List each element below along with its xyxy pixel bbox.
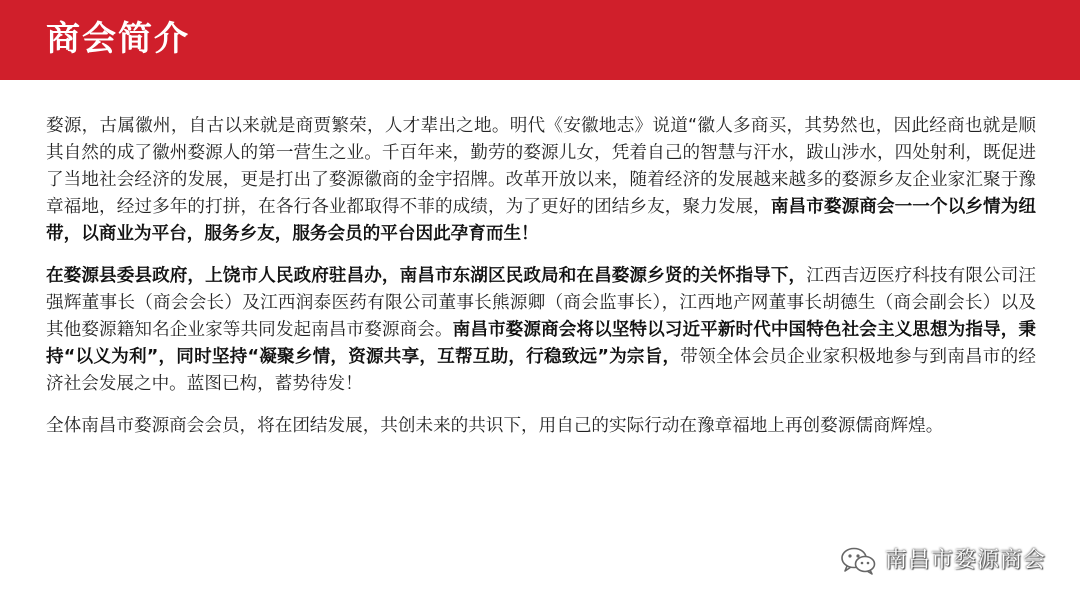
paragraph-1-text: 婺源，古属徽州，自古以来就是商贾繁荣，人才辈出之地。明代《安徽地志》说道“徽人多商买，其势然也，因此经商也就是顺其自然的成了徽州婺源人的第一营生之业。千百年来，勤劳的婺源儿女，凭着自己的智慧与汗水，跋山涉水，四处射利，既促进了当地社会经济的发展，更是打出了婺源徽商的金宇招牌。改革开放以来，随着经济的发展越来越多的婺源乡友企业家汇聚于豫章福地，经过多年的打拼，在各行各业都取得不菲的成绩，为了更好的团结乡友，聚力发展， (46, 116, 1036, 217)
page-title: 商会简介 (46, 19, 190, 59)
wechat-icon (839, 546, 877, 576)
paragraph-1 (46, 113, 1036, 248)
paragraph-2-highlight-a: 在婺源县委县政府，上饶市人民政府驻昌办，南昌市东湖区民政局和在昌婺源乡贤的关怀指导下， (46, 266, 807, 286)
watermark-text: 南昌市婺源商会 (884, 548, 1046, 573)
header-bar (0, 0, 1080, 80)
paragraph-3-text: 全体南昌市婺源商会会员，将在团结发展，共创未来的共识下，用自己的实际行动在豫章福地上再创婺源儒商辉煌。 (46, 416, 944, 436)
paragraph-2-text-b: 带领全体会员企业家积极地参与到南昌市的经济社会发展之中。蓝图已构，蓄势待发！ (46, 347, 1036, 394)
paragraph-2-text-a: 江西吉迈医疗科技有限公司汪强辉董事长（商会会长）及江西润泰医药有限公司董事长熊源卿（商会监事长），江西地产网董事长胡德生（商会副会长）以及其他婺源籍知名企业家等共同发起南昌市婺源商会。 (46, 266, 1036, 340)
paragraph-3 (46, 413, 1036, 440)
article-body (46, 113, 1036, 440)
account-watermark (839, 546, 1046, 576)
paragraph-2 (46, 263, 1036, 398)
paragraph-1-highlight: 南昌市婺源商会一一个以乡情为纽带，以商业为平台，服务乡友，服务会员的平台因此孕育而生！ (46, 197, 1036, 244)
paragraph-2-highlight-b: 南昌市婺源商会将以坚特以习近平新时代中国特色社会主义思想为指导，秉持“以义为利”，同时坚持“凝聚乡情，资源共享，互帮互助，行稳致远”为宗旨， (46, 320, 1036, 367)
